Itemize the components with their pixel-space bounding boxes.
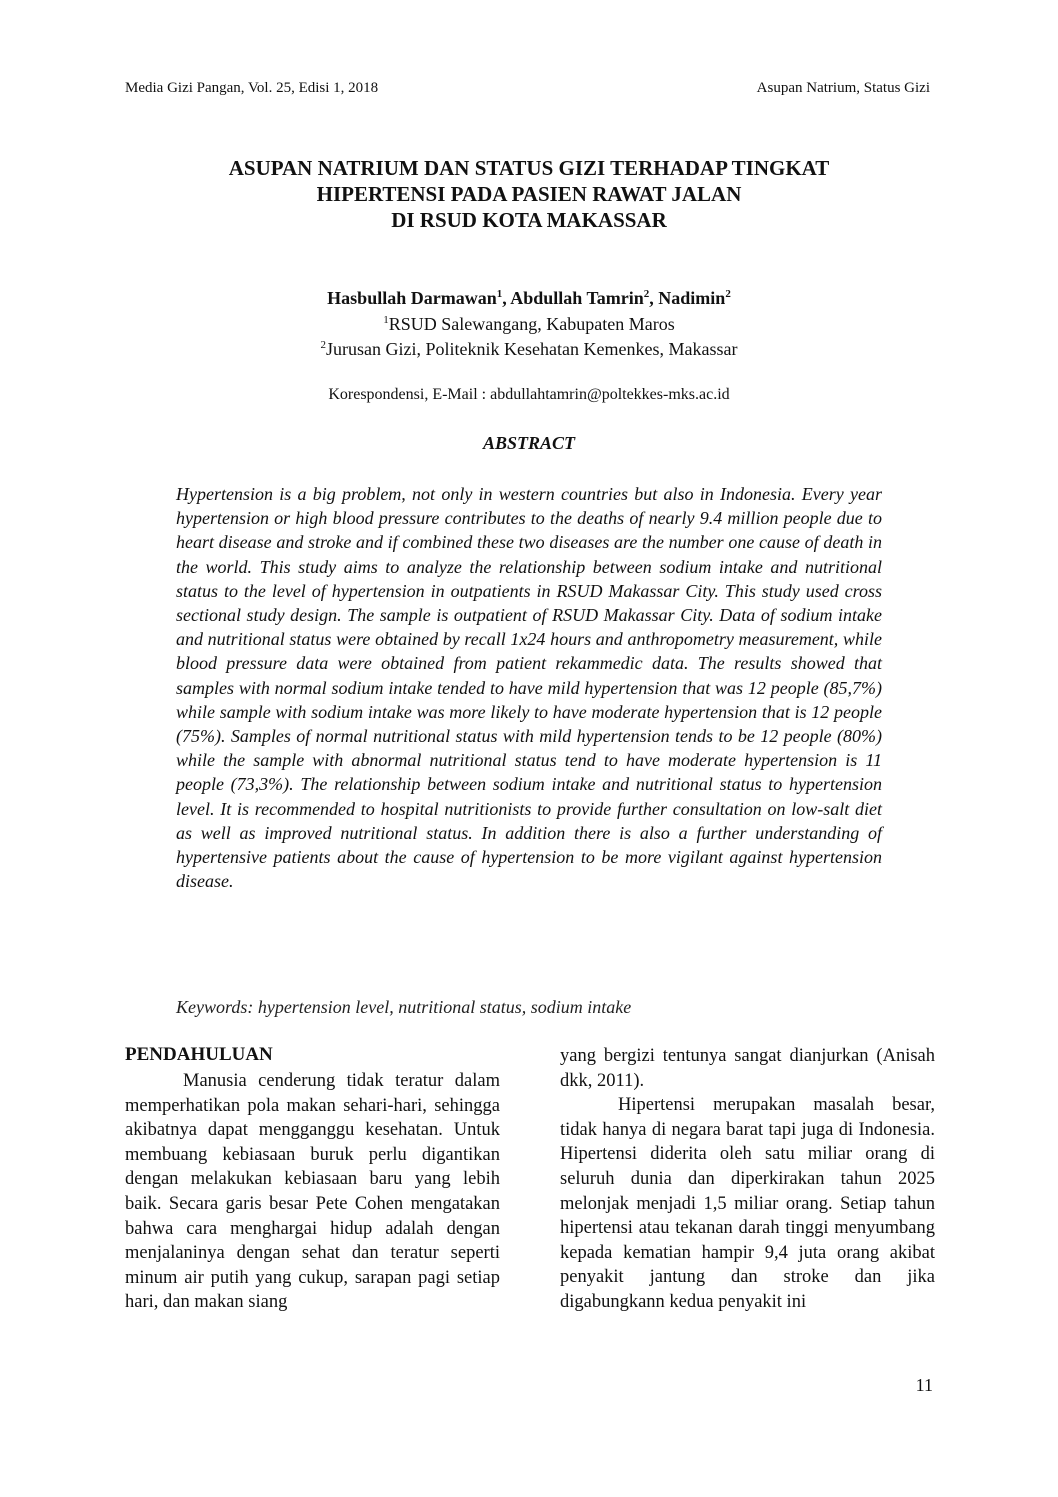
left-column [125,1069,500,1315]
page-number: 11 [915,1375,933,1395]
author-name: , Nadimin [649,288,726,308]
author-list [0,288,1058,309]
body-paragraph: Manusia cenderung tidak teratur dalam memperhatikan pola makan sehari-hari, sehingga akibatnya dapat mengganggu kesehatan. Untuk membuang kebiasaan buruk perlu digantikan dengan melakukan kebiasaan baru yang lebih baik. Secara garis besar Pete Cohen mengatakan bahwa cara menghargai hidup adalah dengan menjalaninya dengan sehat dan teratur seperti minum air putih yang cukup, sarapan pagi setiap hari, dan makan siang [125,1071,500,1313]
body-paragraph: Hipertensi merupakan masalah besar, tidak hanya di negara barat tapi juga di Indonesia. Hipertensi diderita oleh satu miliar orang di seluruh dunia dan diperkirakan tahun 2025 melonjak menjadi 1,5 miliar orang. Setiap tahun hipertensi atau tekanan darah tinggi menyumbang kepada kematian hampir 9,4 juta orang akibat penyakit jantung dan stroke dan jika digabungkann kedua penyakit ini [560,1095,935,1312]
affiliation-mark: 2 [320,339,327,351]
affiliation-1 [0,314,1058,335]
author-name: Hasbullah Darmawan [327,288,497,308]
author-affiliation-mark: 2 [643,288,650,300]
author-name: , Abdullah Tamrin [502,288,644,308]
paper-title [0,155,1058,233]
running-header-topic: Asupan Natrium, Status Gizi [756,80,930,96]
right-column [560,1044,935,1315]
affiliation-text: Jurusan Gizi, Politeknik Kesehatan Kemenkes, Makassar [326,339,738,359]
running-header-journal: Media Gizi Pangan, Vol. 25, Edisi 1, 2018 [125,80,379,96]
title-line-2: HIPERTENSI PADA PASIEN RAWAT JALAN [316,182,742,206]
abstract-text: Hypertension is a big problem, not only in western countries but also in Indonesia. Every year hypertension or high blood pressure contributes to the deaths of nearly 9.4 million people due to heart disease and stroke and if combined these two diseases are the number one cause of death in the world. This study aims to analyze the relationship between sodium intake and nutritional status to the level of hypertension in outpatients in RSUD Makassar City. This study used cross sectional study design. The sample is outpatient of RSUD Makassar City. Data of sodium intake and nutritional status were obtained by recall 1x24 hours and anthropometry measurement, while blood pressure data were obtained from patient rekammedic data. The results showed that samples with normal sodium intake tended to have mild hypertension that was 12 people (85,7%) while sample with sodium intake was more likely to have moderate hypertension that is 12 people (75%). Samples of normal nutritional status with mild hypertension tends to be 12 people (80%) while the sample with abnormal nutritional status tend to have moderate hypertension is 11 people (73,3%). The relationship between sodium intake and nutritional status to hypertension level. It is recommended to hospital nutritionists to provide further consultation on low-salt diet as well as improved nutritional status. In addition there is also a further understanding of hypertensive patients about the cause of hypertension to be more vigilant against hypertension disease. [176,484,882,892]
affiliation-text: RSUD Salewangang, Kabupaten Maros [388,314,675,334]
affiliation-2 [0,339,1058,360]
abstract-heading: ABSTRACT [482,433,576,453]
affiliation-mark: 1 [383,314,389,326]
section-heading: PENDAHULUAN [125,1044,273,1065]
title-line-3: DI RSUD KOTA MAKASSAR [391,208,667,232]
correspondence-line: Korespondensi, E-Mail : abdullahtamrin@poltekkes-mks.ac.id [328,386,730,403]
author-affiliation-mark: 1 [496,288,503,300]
keywords-line: Keywords: hypertension level, nutritional status, sodium intake [176,997,632,1017]
body-paragraph: yang bergizi tentunya sangat dianjurkan (Anisah dkk, 2011). [560,1046,935,1091]
author-affiliation-mark: 2 [725,288,731,300]
title-line-1: ASUPAN NATRIUM DAN STATUS GIZI TERHADAP TINGKAT [228,156,830,180]
